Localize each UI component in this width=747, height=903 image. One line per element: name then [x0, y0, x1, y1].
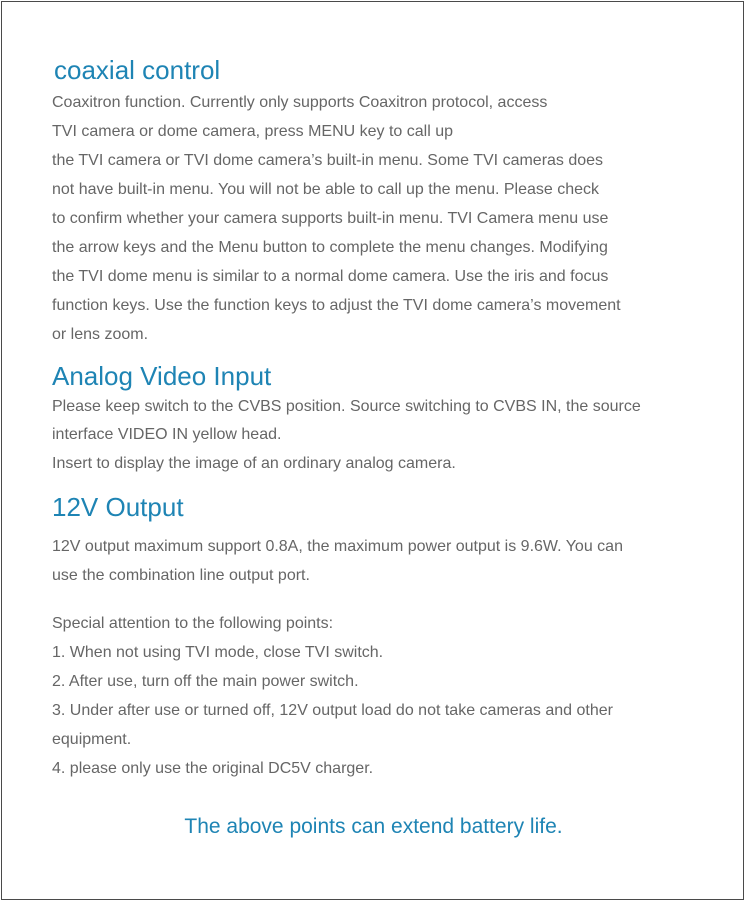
- paragraph-analog-video-input: [52, 393, 722, 477]
- special-attention-list: [52, 609, 722, 783]
- list-item-continuation: equipment.: [52, 731, 132, 748]
- text-line: Please keep switch to the CVBS position. Source switching to CVBS IN, the source: [52, 398, 641, 415]
- text-line: the arrow keys and the Menu button to complete the menu changes. Modifying: [52, 239, 608, 256]
- text-line: TVI camera or dome camera, press MENU key to call up: [52, 123, 454, 140]
- battery-life-note: The above points can extend battery life.: [184, 815, 563, 838]
- text-line: use the combination line output port.: [52, 567, 310, 584]
- text-line: or lens zoom.: [52, 326, 149, 343]
- list-item: 2. After use, turn off the main power switch.: [52, 673, 359, 690]
- text-line: to confirm whether your camera supports built-in menu. TVI Camera menu use: [52, 210, 609, 227]
- text-line: Insert to display the image of an ordinary analog camera.: [52, 455, 456, 472]
- text-line: the TVI dome menu is similar to a normal dome camera. Use the iris and focus: [52, 268, 609, 285]
- heading-12v-output: 12V Output: [52, 492, 184, 522]
- heading-analog-video-input: Analog Video Input: [52, 361, 272, 391]
- text-line: interface VIDEO IN yellow head.: [52, 426, 282, 443]
- section-analog-video-input: [52, 359, 722, 477]
- text-line: not have built-in menu. You will not be able to call up the menu. Please check: [52, 181, 600, 198]
- special-attention-intro: Special attention to the following points:: [52, 615, 334, 632]
- text-line: function keys. Use the function keys to adjust the TVI dome camera’s movement: [52, 297, 621, 314]
- paragraph-coaxial-control: [52, 88, 722, 349]
- text-line: 12V output maximum support 0.8A, the maximum power output is 9.6W. You can: [52, 538, 623, 555]
- text-line: Coaxitron function. Currently only supports Coaxitron protocol, access: [52, 94, 548, 111]
- list-item: 3. Under after use or turned off, 12V output load do not take cameras and other: [52, 702, 613, 719]
- section-coaxial-control: [52, 52, 722, 349]
- list-item: 4. please only use the original DC5V charger.: [52, 760, 374, 777]
- document-content: [52, 52, 722, 783]
- section-12v-output: [52, 490, 722, 783]
- heading-coaxial-control: coaxial control: [54, 55, 221, 85]
- list-item: 1. When not using TVI mode, close TVI switch.: [52, 644, 384, 661]
- text-line: the TVI camera or TVI dome camera’s built-in menu. Some TVI cameras does: [52, 152, 604, 169]
- paragraph-12v-output: [52, 532, 722, 590]
